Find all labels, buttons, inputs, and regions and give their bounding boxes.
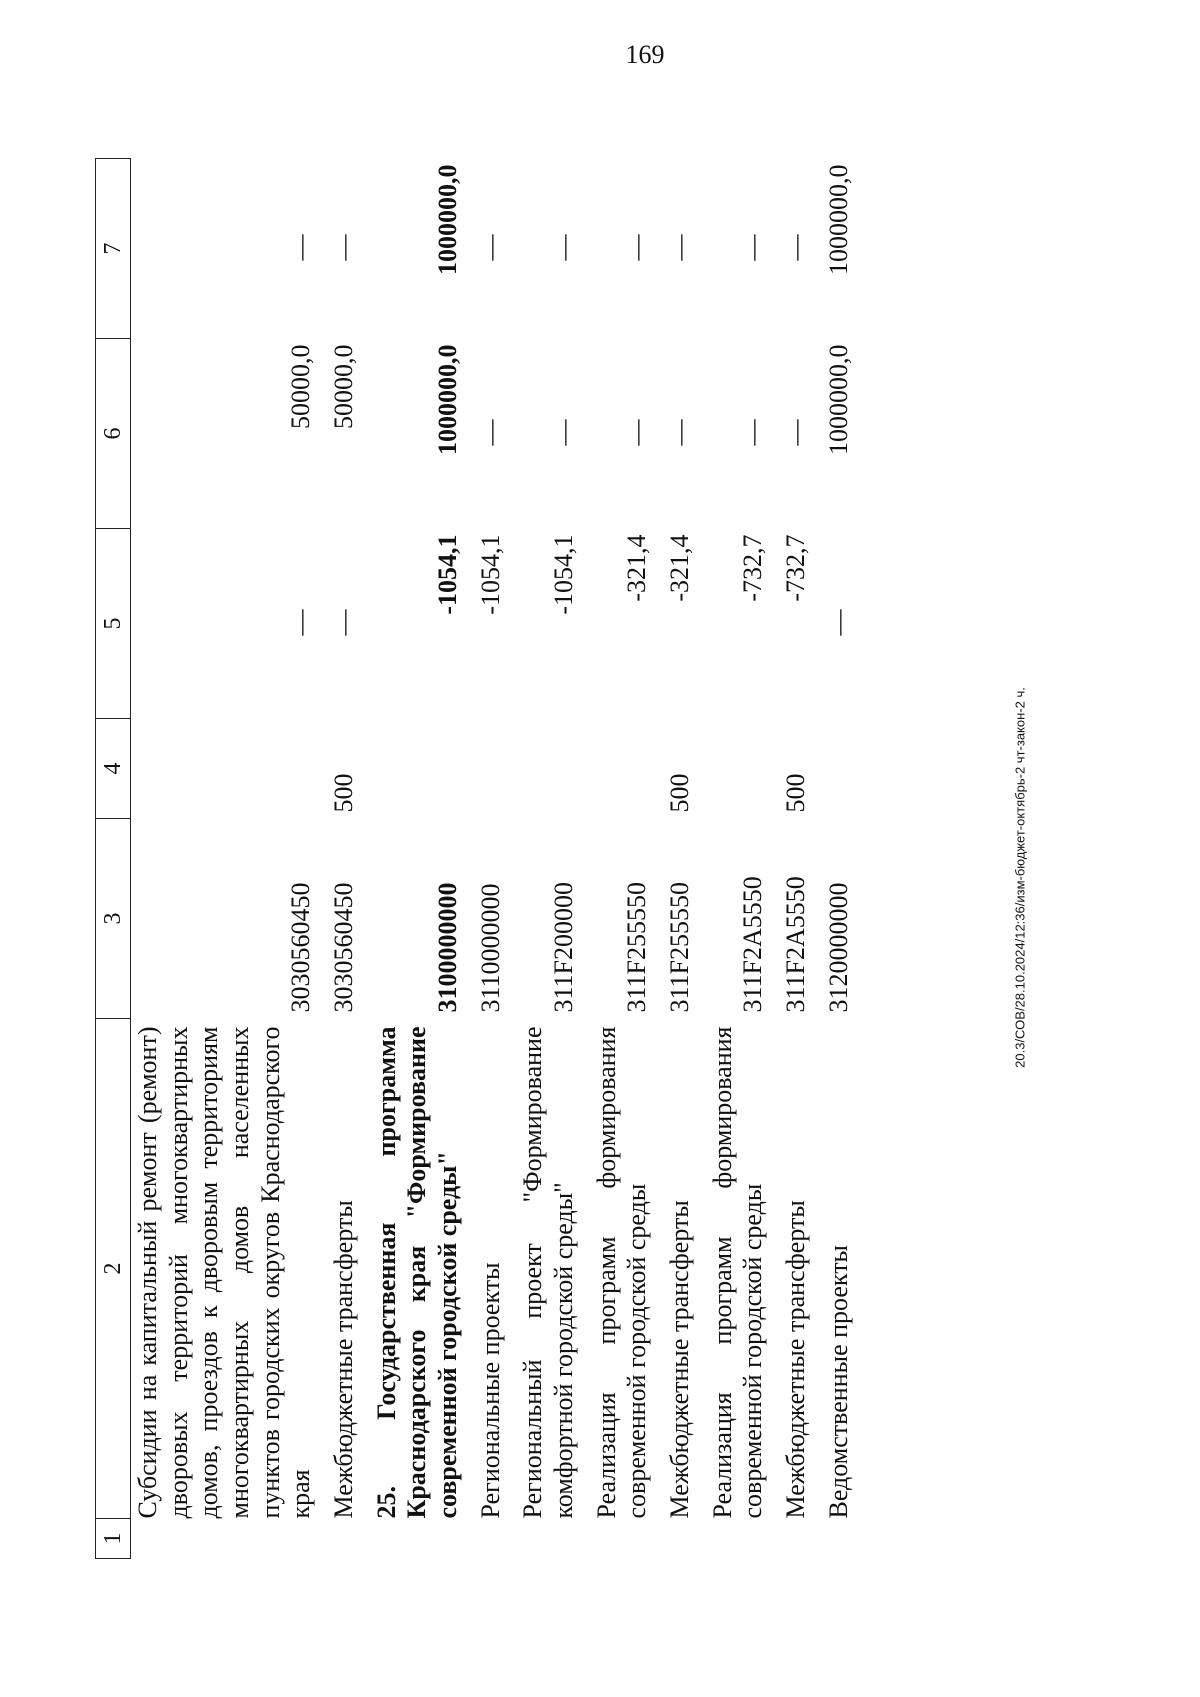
table-row [323,159,366,1559]
row-col5: -732,7 [738,534,768,602]
header-col-1: 1 [96,1519,131,1559]
row-col7: — [549,234,579,261]
row-ved: 500 [329,773,359,813]
table-row [702,159,775,1559]
footer-stamp [1010,330,1028,1430]
row-name: Региональный проект "Формирование комфортной городской среды" [518,1026,579,1519]
table-row [131,159,324,1559]
row-name: Межбюджетные трансферты [665,1200,695,1519]
row-col6: — [738,419,768,446]
budget-table [95,158,860,1559]
row-name: Реализация программ формирования современной городской среды [707,1026,768,1519]
row-col6: 1000000,0 [823,344,853,455]
row-name: Реализация программ формирования современной городской среды [591,1026,652,1519]
row-code: 3120000000 [823,882,853,1013]
header-col-7: 7 [96,159,131,339]
page-number: 169 [625,40,665,69]
row-ved [586,719,659,819]
row-ved: 500 [781,773,811,813]
table-row [775,159,818,1559]
row-ved [702,719,775,819]
row-ved [131,719,324,819]
row-col5: -321,4 [665,534,695,602]
row-code: 311F255550 [622,882,652,1013]
row-name: Межбюджетные трансферты [781,1200,811,1519]
row-col5: — [823,609,853,636]
row-col6: — [549,419,579,446]
table-row [366,159,470,1559]
row-code: 311F255550 [665,882,695,1013]
row-ved [818,719,861,819]
row-col6: 50000,0 [286,344,316,429]
row-name: Региональные проекты [475,1262,505,1519]
header-col-3: 3 [96,819,131,1019]
row-col7: — [286,234,316,261]
row-col7: — [475,234,505,261]
row-col7: — [622,234,652,261]
row-col5: -1054,1 [433,534,463,615]
row-code: 3110000000 [475,883,505,1013]
row-code: 311F200000 [549,882,579,1013]
table-row [818,159,861,1559]
row-col6: 50000,0 [329,344,359,429]
row-col5: -1054,1 [475,534,505,615]
table-row [470,159,513,1559]
row-col7: — [329,234,359,261]
row-col6: — [665,419,695,446]
row-code: 3100000000 [433,882,463,1013]
row-col6: — [781,419,811,446]
row-col6: — [475,419,505,446]
row-code: 311F2A5550 [738,876,768,1013]
header-row [96,159,131,1559]
row-code: 311F2A5550 [781,876,811,1013]
row-name: 25. Государственная программа Краснодарского края "Формирование современной городской среды" [371,1026,463,1519]
row-col5: — [329,609,359,636]
row-name: Ведомственные проекты [823,1244,853,1519]
row-col7: 1000000,0 [823,164,853,275]
rotated-table-wrapper [95,159,985,1559]
row-ved [470,719,513,819]
row-code: 3030560450 [329,882,359,1013]
table-row [659,159,702,1559]
row-ved: 500 [665,773,695,813]
header-col-2: 2 [96,1019,131,1519]
row-col5: -1054,1 [549,534,579,615]
row-col6: — [622,419,652,446]
header-col-4: 4 [96,719,131,819]
row-ved [366,719,470,819]
table-row [586,159,659,1559]
header-col-6: 6 [96,339,131,529]
row-col5: -321,4 [622,534,652,602]
row-name: Межбюджетные трансферты [329,1200,359,1519]
row-col5: -732,7 [781,534,811,602]
row-col5: — [286,609,316,636]
table-row [512,159,585,1559]
header-col-5: 5 [96,529,131,719]
row-col7: — [738,234,768,261]
row-col6: 1000000,0 [433,344,463,455]
row-col7: 1000000,0 [433,164,463,275]
row-ved [512,719,585,819]
row-col7: — [665,234,695,261]
row-col7: — [781,234,811,261]
footer-text: 20.3/СОВ/28.10.2024/12:36/изм-бюджет-октябрь-2 чт-закон-2 ч. [1012,687,1028,1068]
row-name: Субсидии на капитальный ремонт (ремонт) дворовых территорий многоквартирных домов, проездов к дворовым территориям многоквартирных домов населенных пунктов городских округов Краснодарского края [133,1026,316,1519]
row-code: 3030560450 [286,882,316,1013]
